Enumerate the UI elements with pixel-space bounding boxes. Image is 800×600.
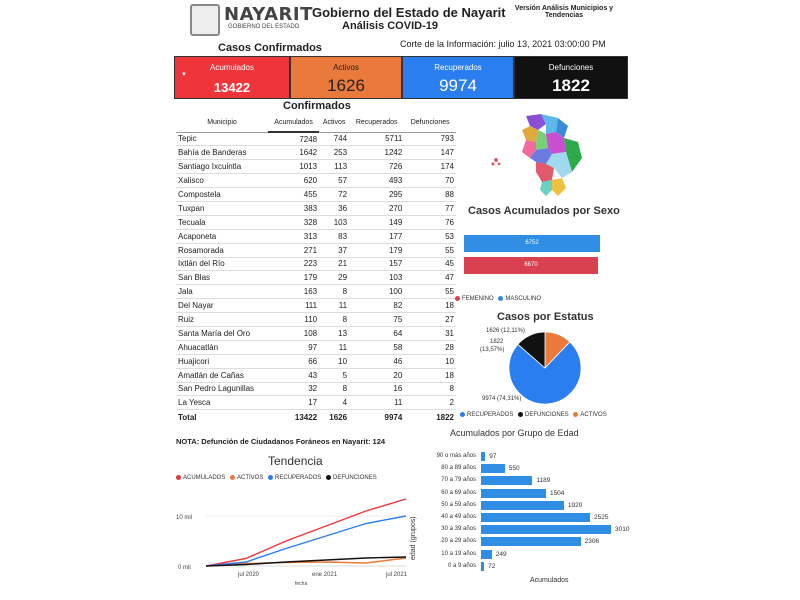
- page-title: Gobierno del Estado de Nayarit: [312, 5, 506, 20]
- masculino-dot-icon: [498, 296, 503, 301]
- cell-value: 5711: [349, 132, 404, 146]
- table-row[interactable]: [176, 313, 456, 327]
- cell-municipio: Tuxpan: [176, 201, 268, 215]
- kpi-acumulados-card[interactable]: [174, 56, 290, 99]
- activos-dot-icon: [573, 412, 578, 417]
- age-group-label: 20 a 29 años: [441, 538, 476, 545]
- age-bar[interactable]: [481, 489, 546, 498]
- cell-municipio: San Pedro Lagunillas: [176, 382, 268, 396]
- cell-value: 270: [349, 201, 404, 215]
- total-defunciones: 1822: [404, 410, 456, 424]
- cell-value: 18: [404, 368, 456, 382]
- table-row[interactable]: [176, 229, 456, 243]
- cell-municipio: Tecuala: [176, 215, 268, 229]
- x-tick-jul2021: jul 2021: [386, 572, 408, 578]
- cell-value: 7248: [268, 132, 319, 146]
- pie-label-recuperados: 9974 (74,31%): [482, 396, 522, 402]
- note-foraneos: NOTA: Defunción de Ciudadanos Foráneos en Nayarit: 124: [176, 437, 386, 446]
- age-bar[interactable]: [481, 476, 532, 485]
- cell-value: 11: [319, 299, 349, 313]
- kpi-recuperados-label: Recuperados: [434, 63, 482, 72]
- age-group-label: 80 a 89 años: [441, 465, 476, 472]
- estatus-chart-title: Casos por Estatus: [497, 311, 594, 323]
- cell-value: 8: [319, 313, 349, 327]
- age-bar[interactable]: [481, 513, 590, 522]
- map-island[interactable]: [494, 158, 498, 162]
- bar-femenino[interactable]: 6670: [464, 257, 598, 274]
- kpi-activos-value: 1626: [327, 76, 365, 95]
- cell-value: 57: [319, 174, 349, 188]
- cell-value: 83: [319, 229, 349, 243]
- table-row[interactable]: [176, 354, 456, 368]
- cell-value: 8: [404, 382, 456, 396]
- age-bar-value: 3010: [615, 526, 630, 534]
- map-region[interactable]: [540, 180, 552, 196]
- cell-value: 328: [268, 215, 319, 229]
- cell-value: 174: [404, 160, 456, 174]
- logo-text: NAYARIT: [224, 4, 313, 25]
- cell-value: 21: [319, 257, 349, 271]
- cell-value: 47: [404, 271, 456, 285]
- pie-label-defunciones-pct: (13,57%): [480, 347, 505, 353]
- estatus-legend: [460, 412, 607, 418]
- cell-value: 113: [319, 160, 349, 174]
- map-region[interactable]: [552, 178, 566, 196]
- cell-value: 16: [349, 382, 404, 396]
- cell-value: 1242: [349, 146, 404, 160]
- total-activos: 1626: [319, 410, 349, 424]
- age-bar-value: 550: [508, 465, 520, 473]
- cell-municipio: Xalisco: [176, 174, 268, 188]
- cell-value: 13: [319, 326, 349, 340]
- legend-masculino: MASCULINO: [505, 296, 542, 303]
- cell-value: 45: [404, 257, 456, 271]
- trend-line-recuperados[interactable]: [206, 516, 406, 566]
- caret-down-icon: ▼: [181, 72, 187, 78]
- cell-value: 493: [349, 174, 404, 188]
- cell-value: 147: [404, 146, 456, 160]
- cell-municipio: San Blas: [176, 271, 268, 285]
- cell-value: 76: [404, 215, 456, 229]
- kpi-activos-card[interactable]: [290, 56, 402, 99]
- age-bar[interactable]: [481, 537, 581, 546]
- cell-value: 383: [268, 201, 319, 215]
- age-bar-value: 249: [495, 550, 507, 558]
- table-row[interactable]: [176, 326, 456, 340]
- cell-value: 455: [268, 188, 319, 202]
- sexo-legend: [455, 296, 541, 302]
- cell-value: 10: [319, 354, 349, 368]
- age-group-label: 60 a 69 años: [441, 489, 476, 496]
- edad-chart-title: Acumulados por Grupo de Edad: [450, 428, 579, 438]
- cell-municipio: Tepic: [176, 132, 268, 146]
- cell-value: 223: [268, 257, 319, 271]
- cell-value: 29: [319, 271, 349, 285]
- logo-subtext: GOBIERNO DEL ESTADO: [228, 24, 300, 30]
- kpi-section-title: Casos Confirmados: [218, 42, 322, 54]
- cell-value: 18: [404, 299, 456, 313]
- table-total-row: [176, 410, 456, 424]
- cell-municipio: Jala: [176, 285, 268, 299]
- tendencia-legend: [176, 475, 377, 481]
- table-row[interactable]: [176, 368, 456, 382]
- cell-municipio: Rosamorada: [176, 243, 268, 257]
- cell-municipio: Huajicori: [176, 354, 268, 368]
- kpi-defunciones-label: Defunciones: [548, 63, 594, 72]
- age-group-label: 90 o más años: [436, 453, 476, 459]
- age-bar[interactable]: [481, 464, 505, 473]
- cell-value: 149: [349, 215, 404, 229]
- cell-value: 55: [404, 285, 456, 299]
- tendencia-title: Tendencia: [268, 454, 323, 468]
- age-bar-value: 2306: [584, 538, 600, 546]
- y-tick-10mil: 10 mil: [176, 515, 193, 521]
- cell-value: 157: [349, 257, 404, 271]
- cell-value: 4: [319, 396, 349, 410]
- edad-x-axis-label: Acumulados: [530, 577, 569, 584]
- trend-line-acumulados[interactable]: [206, 499, 406, 566]
- kpi-acumulados-value: 13422: [213, 80, 251, 95]
- nayarit-map[interactable]: [486, 112, 606, 204]
- total-label: Total: [176, 410, 268, 424]
- cell-value: 28: [404, 340, 456, 354]
- age-group-label: 70 a 79 años: [441, 477, 476, 484]
- age-bar[interactable]: [481, 501, 564, 510]
- cell-value: 726: [349, 160, 404, 174]
- table-row[interactable]: [176, 174, 456, 188]
- pie-label-activos: 1626 (12,11%): [486, 328, 525, 334]
- table-body: [176, 132, 456, 410]
- cell-municipio: Bahía de Banderas: [176, 146, 268, 160]
- x-tick-jul2020: jul 2020: [238, 572, 260, 578]
- table-row[interactable]: [176, 299, 456, 313]
- age-group-label: 30 a 39 años: [441, 526, 476, 533]
- total-acumulados: 13422: [268, 410, 319, 424]
- cutoff-date: Corte de la Información: julio 13, 2021 03:00:00 PM: [400, 39, 606, 49]
- version-label: Versión Análisis Municipios y Tendencias: [514, 5, 614, 19]
- cell-value: 1013: [268, 160, 319, 174]
- age-bar-value: 1920: [567, 501, 583, 509]
- bar-masculino[interactable]: 6752: [464, 235, 600, 252]
- cell-value: 11: [319, 340, 349, 354]
- cell-value: 100: [349, 285, 404, 299]
- cell-value: 36: [319, 201, 349, 215]
- cell-value: 253: [319, 146, 349, 160]
- cell-value: 313: [268, 229, 319, 243]
- kpi-acumulados-label: Acumulados: [209, 63, 255, 72]
- cell-value: 111: [268, 299, 319, 313]
- legend-activos: ACTIVOS: [580, 412, 607, 419]
- cell-value: 793: [404, 132, 456, 146]
- femenino-dot-icon: [455, 296, 460, 301]
- age-bar-value: 2525: [594, 514, 609, 521]
- kpi-recuperados-value: 9974: [439, 76, 477, 95]
- cell-municipio: Santiago Ixcuintla: [176, 160, 268, 174]
- kpi-activos-label: Activos: [333, 63, 359, 72]
- table-row[interactable]: [176, 146, 456, 160]
- age-group-label: 0 a 9 años: [447, 562, 476, 569]
- cell-value: 2: [404, 396, 456, 410]
- cell-value: 20: [349, 368, 404, 382]
- total-recuperados: 9974: [349, 410, 404, 424]
- cell-value: 72: [319, 188, 349, 202]
- col-header-municipio[interactable]: Municipio: [176, 114, 268, 132]
- table-row[interactable]: [176, 201, 456, 215]
- cell-value: 8: [319, 382, 349, 396]
- cell-value: 11: [349, 396, 404, 410]
- col-header-acumulados[interactable]: Acumulados: [268, 114, 319, 132]
- municipios-table: [176, 114, 456, 424]
- edad-y-axis-label: edad (grupos): [410, 516, 417, 560]
- y-tick-0mil: 0 mil: [178, 565, 191, 571]
- cell-municipio: Ixtlán del Río: [176, 257, 268, 271]
- cell-value: 97: [268, 340, 319, 354]
- kpi-defunciones-value: 1822: [552, 76, 590, 95]
- cell-municipio: Compostela: [176, 188, 268, 202]
- map-island[interactable]: [491, 162, 494, 165]
- cell-value: 31: [404, 326, 456, 340]
- cell-value: 53: [404, 229, 456, 243]
- map-island[interactable]: [498, 163, 501, 166]
- x-tick-ene2021: ene 2021: [312, 572, 338, 578]
- col-header-activos[interactable]: Activos: [319, 114, 349, 132]
- cell-value: 5: [319, 368, 349, 382]
- cell-value: 271: [268, 243, 319, 257]
- legend-femenino: FEMENINO: [462, 296, 494, 303]
- pie-label-defunciones: 1822: [490, 339, 504, 345]
- cell-value: 75: [349, 313, 404, 327]
- table-row[interactable]: [176, 215, 456, 229]
- table-row[interactable]: [176, 160, 456, 174]
- legend-recuperados-t: RECUPERADOS: [275, 475, 322, 482]
- kpi-defunciones-card[interactable]: [514, 56, 628, 99]
- tendencia-line-chart[interactable]: [174, 484, 414, 588]
- cell-value: 32: [268, 382, 319, 396]
- table-row[interactable]: [176, 271, 456, 285]
- cell-value: 295: [349, 188, 404, 202]
- cell-value: 37: [319, 243, 349, 257]
- table-row[interactable]: [176, 396, 456, 410]
- age-bar-value: 1189: [536, 477, 551, 485]
- cell-municipio: Santa María del Oro: [176, 326, 268, 340]
- kpi-recuperados-card[interactable]: [402, 56, 514, 99]
- table-row[interactable]: [176, 132, 456, 146]
- acumulados-dot-icon: [176, 475, 181, 480]
- nayarit-seal-logo: [190, 4, 220, 36]
- cell-municipio: Del Nayar: [176, 299, 268, 313]
- cell-value: 10: [404, 354, 456, 368]
- cell-value: 43: [268, 368, 319, 382]
- cell-value: 177: [349, 229, 404, 243]
- cell-value: 103: [319, 215, 349, 229]
- cell-value: 64: [349, 326, 404, 340]
- cell-municipio: Amatlán de Cañas: [176, 368, 268, 382]
- cell-value: 108: [268, 326, 319, 340]
- age-bar[interactable]: [481, 550, 492, 559]
- legend-recuperados: RECUPERADOS: [467, 412, 514, 419]
- cell-value: 77: [404, 201, 456, 215]
- cell-value: 46: [349, 354, 404, 368]
- cell-value: 17: [268, 396, 319, 410]
- cell-municipio: Acaponeta: [176, 229, 268, 243]
- table-row[interactable]: [176, 340, 456, 354]
- legend-acumulados: ACUMULADOS: [183, 475, 226, 482]
- cell-value: 103: [349, 271, 404, 285]
- age-bar-value: 97: [489, 453, 497, 460]
- x-axis-label: fecha: [295, 581, 308, 587]
- cell-value: 66: [268, 354, 319, 368]
- cell-value: 27: [404, 313, 456, 327]
- cell-value: 88: [404, 188, 456, 202]
- table-title: Confirmados: [283, 100, 351, 112]
- age-bar[interactable]: [481, 525, 611, 534]
- recuperados-dot-icon: [268, 475, 273, 480]
- age-bar[interactable]: [481, 452, 485, 461]
- age-group-label: 50 a 59 años: [441, 501, 476, 508]
- sexo-chart-title: Casos Acumulados por Sexo: [468, 205, 620, 217]
- cell-value: 179: [349, 243, 404, 257]
- table-row[interactable]: [176, 188, 456, 202]
- cell-value: 163: [268, 285, 319, 299]
- age-group-label: 40 a 49 años: [441, 514, 476, 520]
- cell-value: 8: [319, 285, 349, 299]
- cell-value: 82: [349, 299, 404, 313]
- cell-value: 55: [404, 243, 456, 257]
- defunciones-dot-icon: [518, 412, 523, 417]
- recuperados-dot-icon: [460, 412, 465, 417]
- table-row[interactable]: [176, 285, 456, 299]
- col-header-recuperados[interactable]: Recuperados: [349, 114, 404, 132]
- age-bar-value: 72: [488, 562, 496, 570]
- col-header-defunciones[interactable]: Defunciones: [404, 114, 456, 132]
- cell-value: 620: [268, 174, 319, 188]
- edad-bar-chart[interactable]: [416, 448, 636, 574]
- table-row[interactable]: [176, 382, 456, 396]
- age-bar-value: 1504: [549, 489, 565, 497]
- page-subtitle: Análisis COVID-19: [342, 20, 438, 32]
- legend-defunciones-t: DEFUNCIONES: [333, 475, 377, 482]
- legend-activos-t: ACTIVOS: [237, 475, 264, 482]
- table-row[interactable]: [176, 257, 456, 271]
- cell-value: 58: [349, 340, 404, 354]
- table-row[interactable]: [176, 243, 456, 257]
- cell-value: 70: [404, 174, 456, 188]
- cell-value: 179: [268, 271, 319, 285]
- cell-value: 110: [268, 313, 319, 327]
- cell-value: 1642: [268, 146, 319, 160]
- activos-dot-icon: [230, 475, 235, 480]
- age-bar[interactable]: [481, 562, 484, 571]
- defunciones-dot-icon: [326, 475, 331, 480]
- cell-municipio: Ahuacatlán: [176, 340, 268, 354]
- legend-defunciones: DEFUNCIONES: [525, 412, 569, 419]
- age-group-label: 10 a 19 años: [441, 550, 476, 557]
- cell-municipio: La Yesca: [176, 396, 268, 410]
- cell-value: 744: [319, 132, 349, 146]
- cell-municipio: Ruiz: [176, 313, 268, 327]
